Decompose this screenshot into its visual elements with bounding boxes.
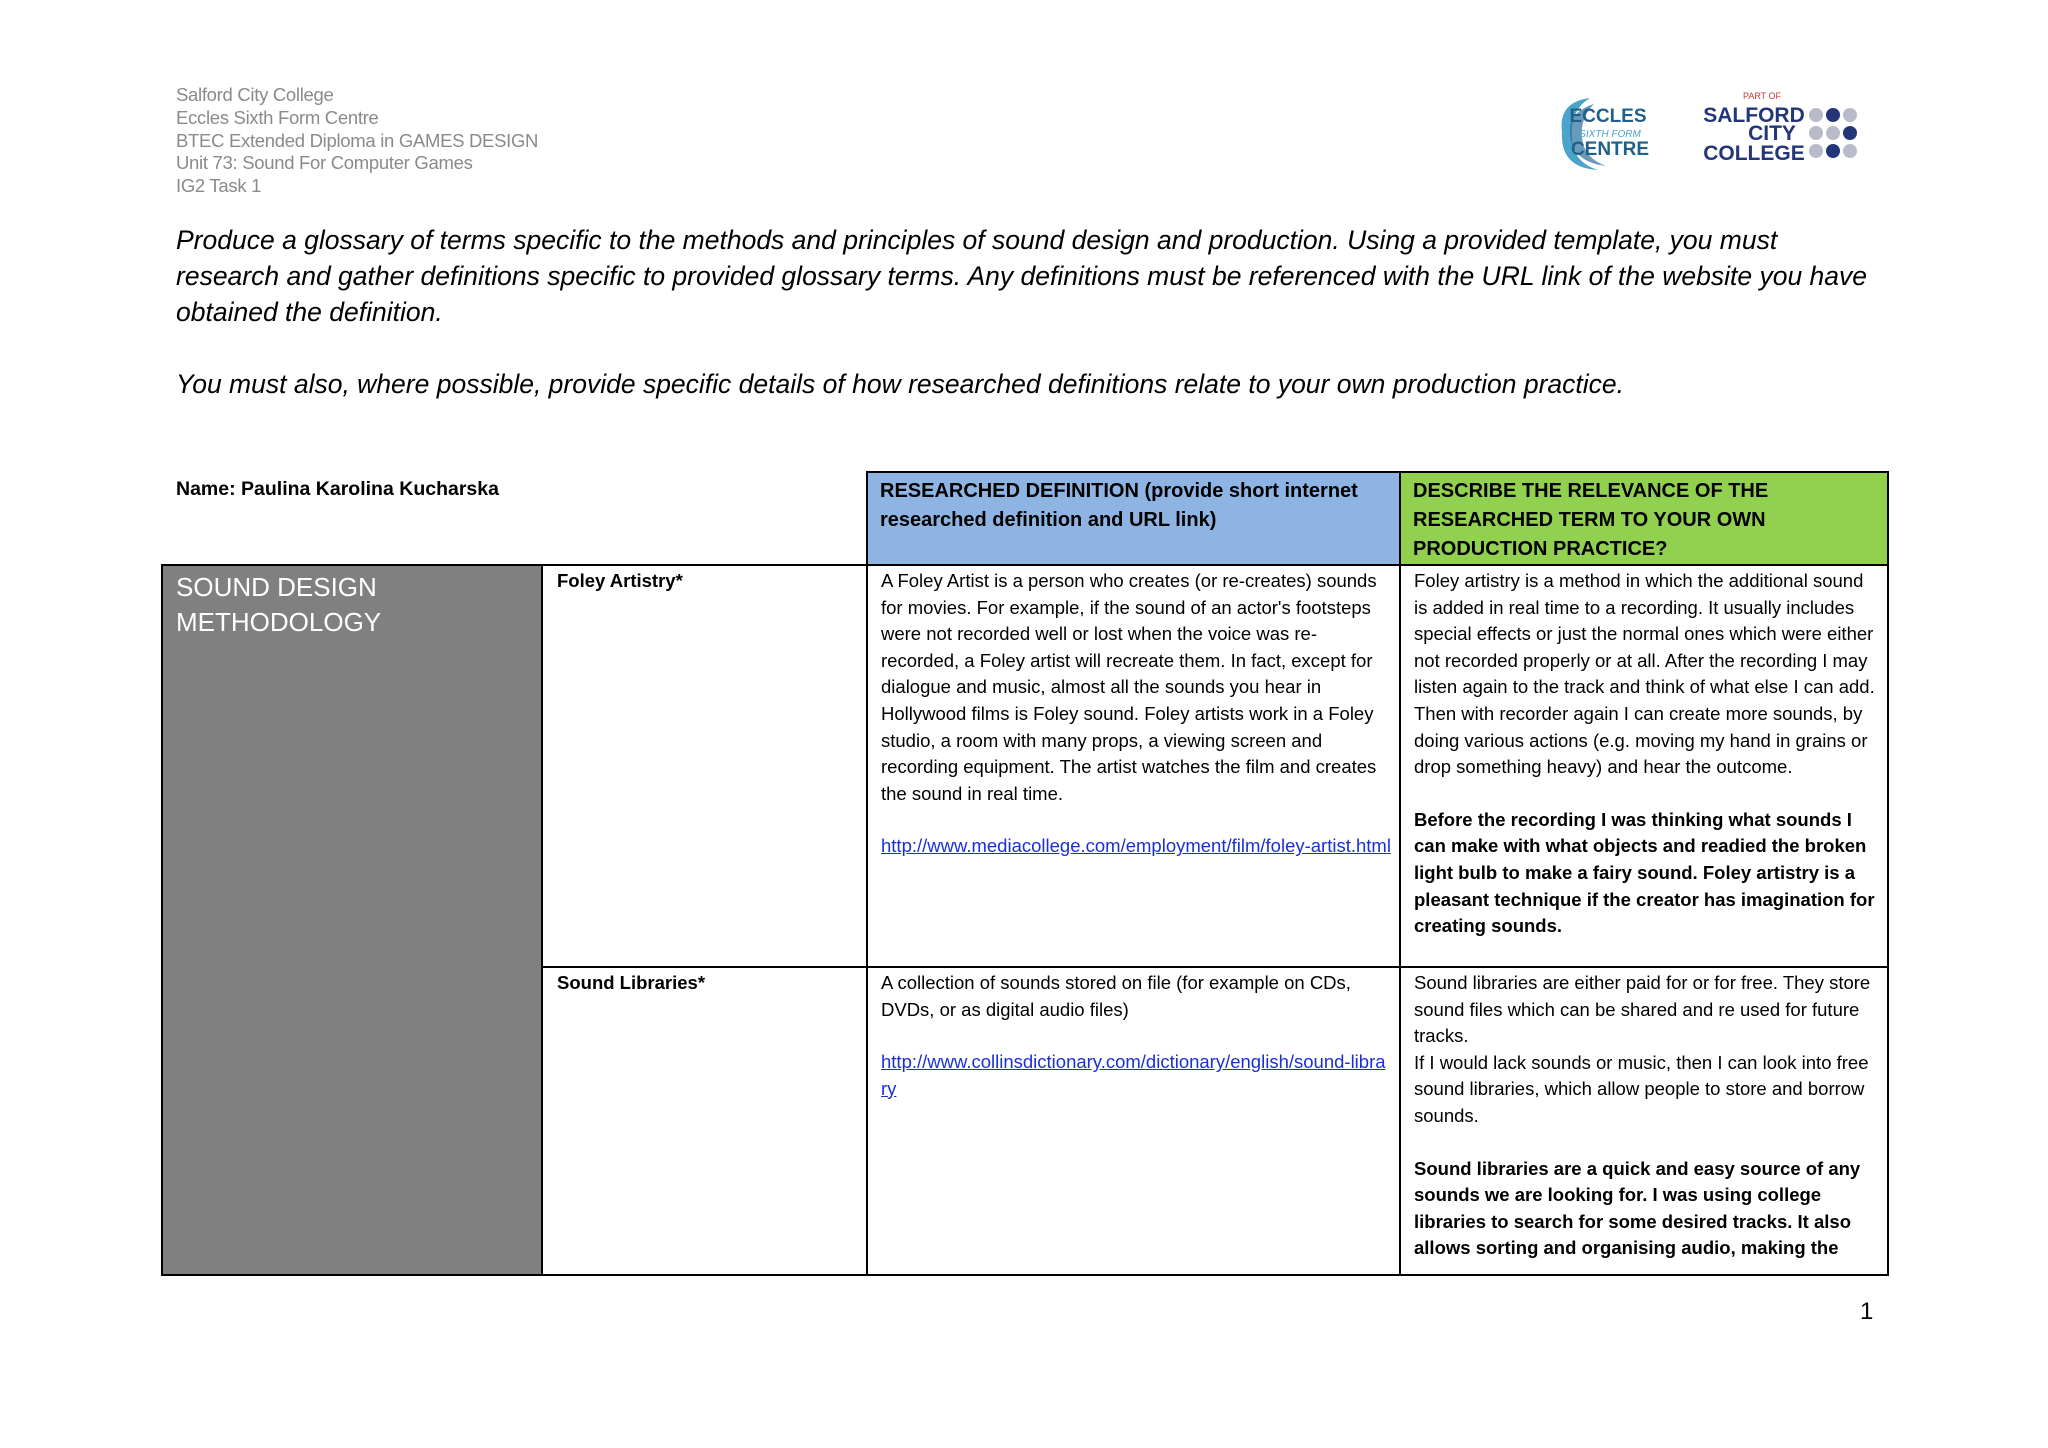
relevance-column-header: DESCRIBE THE RELEVANCE OF THE RESEARCHED TERM TO YOUR OWN PRODUCTION PRACTICE? [1400,472,1888,565]
header-task: IG2 Task 1 [176,175,262,197]
definition-cell [867,565,1400,967]
relevance-cell [1400,967,1888,1275]
svg-text:COLLEGE: COLLEGE [1703,142,1805,165]
header-unit: Unit 73: Sound For Computer Games [176,152,473,174]
svg-text:ECCLES: ECCLES [1569,106,1647,127]
section-title: SOUND DESIGN METHODOLOGY [162,565,542,1275]
relevance-reflection: Before the recording I was thinking what sounds I can make with what objects and readied the broken light bulb to make a fairy sound. Foley artistry is a pleasant technique if the creator has imagination for creating sounds. [1414,808,1875,937]
definition-url-link[interactable]: http://www.collinsdictionary.com/dictionary/english/sound-library [881,1051,1386,1099]
instructions-paragraph: You must also, where possible, provide specific details of how researched definitions relate to your own production practice. [176,369,1624,399]
eccles-centre-logo [1550,92,1660,176]
svg-text:CITY: CITY [1748,122,1796,145]
svg-text:CENTRE: CENTRE [1570,139,1650,160]
relevance-text: If I would lack sounds or music, then I can look into free sound libraries, which allow people to store and borrow sounds. [1414,1051,1869,1126]
svg-text:SALFORD: SALFORD [1703,104,1805,127]
table-header-row [162,472,1888,565]
definition-url-link[interactable]: http://www.mediacollege.com/employment/film/foley-artist.html [881,835,1391,857]
header-college: Salford City College [176,84,334,105]
relevance-reflection: Sound libraries are a quick and easy source of any sounds we are looking for. I was using college libraries to search for some desired tracks. It also allows sorting and organising audio, making the [1414,1157,1861,1259]
definition-cell [867,967,1400,1275]
task-instructions [176,222,1876,402]
document-header [176,84,538,198]
instructions-paragraph: Produce a glossary of terms specific to the methods and principles of sound design and production. Using a provided template, you must research and gather definitions specific to provided glossary terms. Any definitions must be referenced with the URL link of the website you have obtained the definition. [176,225,1868,327]
logos [1550,88,1870,178]
page-number: 1 [1860,1298,1874,1325]
definition-text: A collection of sounds stored on file (for example on CDs, DVDs, or as digital audio files) [881,972,1351,1020]
salford-city-college-logo [1700,88,1870,178]
relevance-text: Sound libraries are either paid for or for free. They store sound files which can be shared and re used for future tracks. [1414,972,1871,1047]
header-centre: Eccles Sixth Form Centre [176,106,379,128]
svg-text:SIXTH FORM: SIXTH FORM [1579,129,1641,140]
student-name: Name: Paulina Karolina Kucharska [176,478,499,500]
relevance-text: Foley artistry is a method in which the additional sound is added in real time to a recording. It usually includes special effects or just the normal ones which were either not recorded properly or at all. After the recording I may listen again to the track and think of what else I can add. Then with recorder again I can create more sounds, by doing various actions (e.g. moving my hand in grains or drop something heavy) and hear the outcome. [1414,570,1875,778]
glossary-table [161,471,1889,1276]
definition-column-header: RESEARCHED DEFINITION (provide short internet researched definition and URL link) [867,472,1400,565]
table-row [162,565,1888,967]
definition-text: A Foley Artist is a person who creates (or re-creates) sounds for movies. For example, if the sound of an actor's footsteps were not recorded well or lost when the voice was re-recorded, a Foley artist will recreate them. In fact, except for dialogue and music, almost all the sounds you hear in Hollywood films is Foley sound. Foley artists work in a Foley studio, a room with many props, a viewing screen and recording equipment. The artist watches the film and creates the sound in real time. [881,570,1377,804]
term-foley-artistry: Foley Artistry* [542,565,867,967]
term-sound-libraries: Sound Libraries* [542,967,867,1275]
relevance-cell [1400,565,1888,967]
svg-text:PART OF: PART OF [1742,91,1782,101]
header-course: BTEC Extended Diploma in GAMES DESIGN [176,129,539,151]
